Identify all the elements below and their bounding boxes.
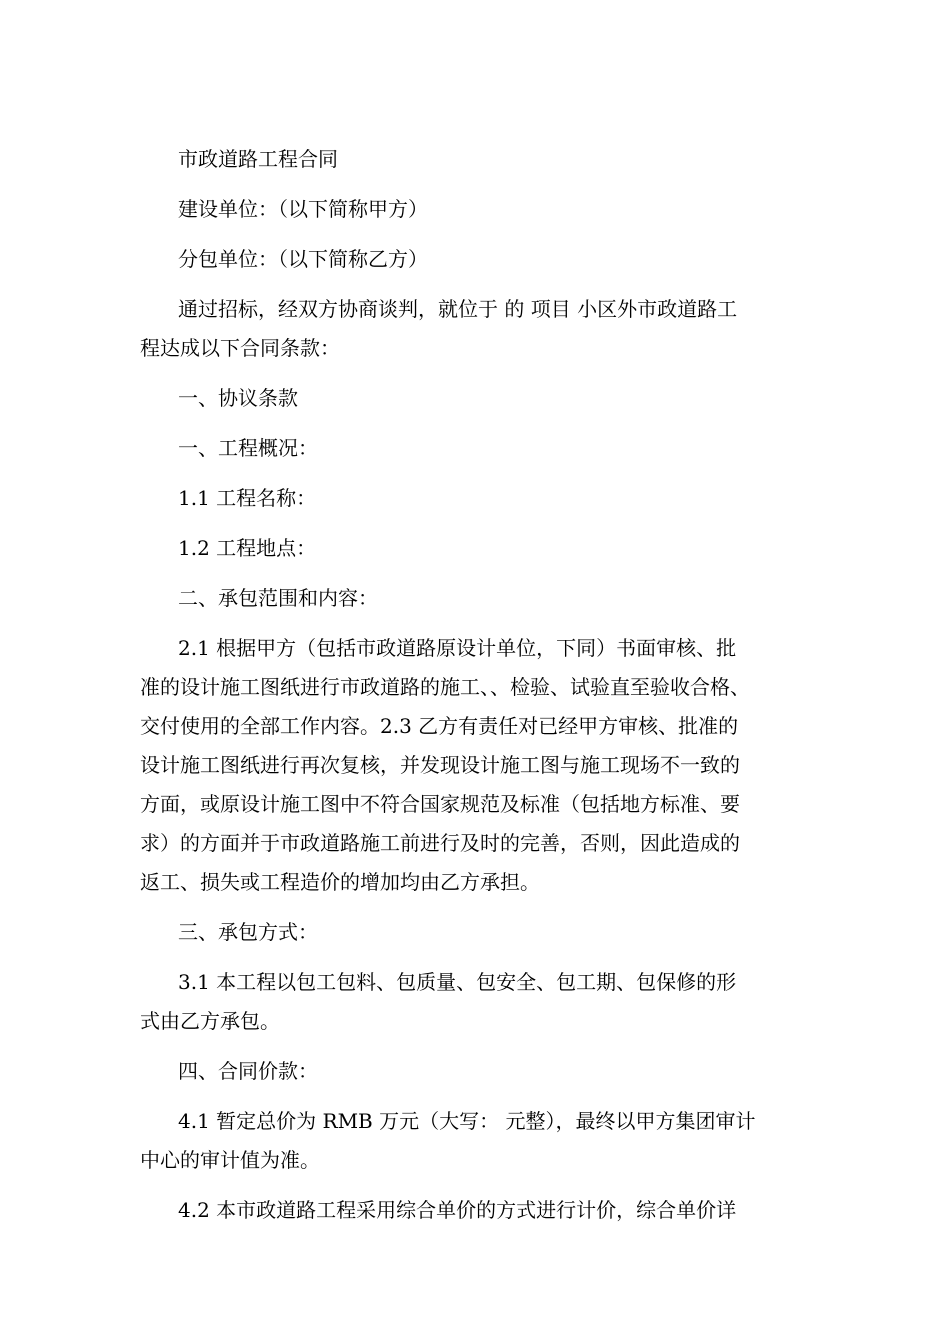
paragraph-line: 通过招标，经双方协商谈判，就位于 的 项目 小区外市政道路工: [178, 297, 738, 321]
paragraph-line: 准的设计施工图纸进行市政道路的施工、、检验、试验直至验收合格、: [140, 675, 750, 699]
paragraph-line: 建设单位：（以下简称甲方）: [178, 197, 428, 221]
section-heading-scope: [140, 579, 830, 618]
paragraph-line: 一、协议条款: [178, 386, 298, 410]
document-body: [140, 140, 830, 1241]
paragraph-line: 2.1 根据甲方（包括市政道路原设计单位，下同）书面审核、批: [178, 636, 737, 660]
paragraph-line: 设计施工图纸进行再次复核，并发现设计施工图与施工现场不一致的: [140, 753, 740, 777]
paragraph-line: 返工、损失或工程造价的增加均由乙方承担。: [140, 870, 540, 894]
paragraph-line: 求）的方面并于市政道路施工前进行及时的完善，否则，因此造成的: [140, 831, 740, 855]
paragraph-line: 程达成以下合同条款：: [140, 336, 340, 360]
section-heading-overview: [140, 429, 830, 468]
document-title: 市政道路工程合同: [178, 147, 338, 171]
paragraph-line: 1.1 工程名称：: [178, 486, 317, 510]
clause-4-1: [140, 1102, 830, 1180]
paragraph-line: 一、工程概况：: [178, 436, 318, 460]
clause-4-2: [140, 1191, 830, 1230]
section-heading-method: [140, 913, 830, 952]
paragraph-builder: [140, 190, 830, 229]
paragraph-line: 二、承包范围和内容：: [178, 586, 378, 610]
paragraph-line: 分包单位：（以下简称乙方）: [178, 247, 428, 271]
clause-1-2: [140, 529, 830, 568]
paragraph-line: 四、合同价款：: [178, 1059, 318, 1083]
paragraph-line: 式由乙方承包。: [140, 1009, 280, 1033]
paragraph-line: 中心的审计值为准。: [140, 1148, 320, 1172]
clause-2-1: [140, 629, 830, 902]
clause-3-1: [140, 963, 830, 1041]
clause-1-1: [140, 479, 830, 518]
paragraph-line: 三、承包方式：: [178, 920, 318, 944]
paragraph-line: 4.1 暂定总价为 RMB 万元（大写： 元整），最终以甲方集团审计: [178, 1109, 756, 1133]
paragraph-intro: [140, 290, 830, 368]
paragraph-line: 方面，或原设计施工图中不符合国家规范及标准（包括地方标准、要: [140, 792, 740, 816]
paragraph-line: 4.2 本市政道路工程采用综合单价的方式进行计价，综合单价详: [178, 1198, 737, 1222]
section-heading-agreement: [140, 379, 830, 418]
paragraph-line: 3.1 本工程以包工包料、包质量、包安全、包工期、包保修的形: [178, 970, 737, 994]
paragraph-subcontractor: [140, 240, 830, 279]
paragraph-line: 交付使用的全部工作内容。2.3 乙方有责任对已经甲方审核、批准的: [140, 714, 739, 738]
section-heading-price: [140, 1052, 830, 1091]
paragraph-line: 1.2 工程地点：: [178, 536, 317, 560]
